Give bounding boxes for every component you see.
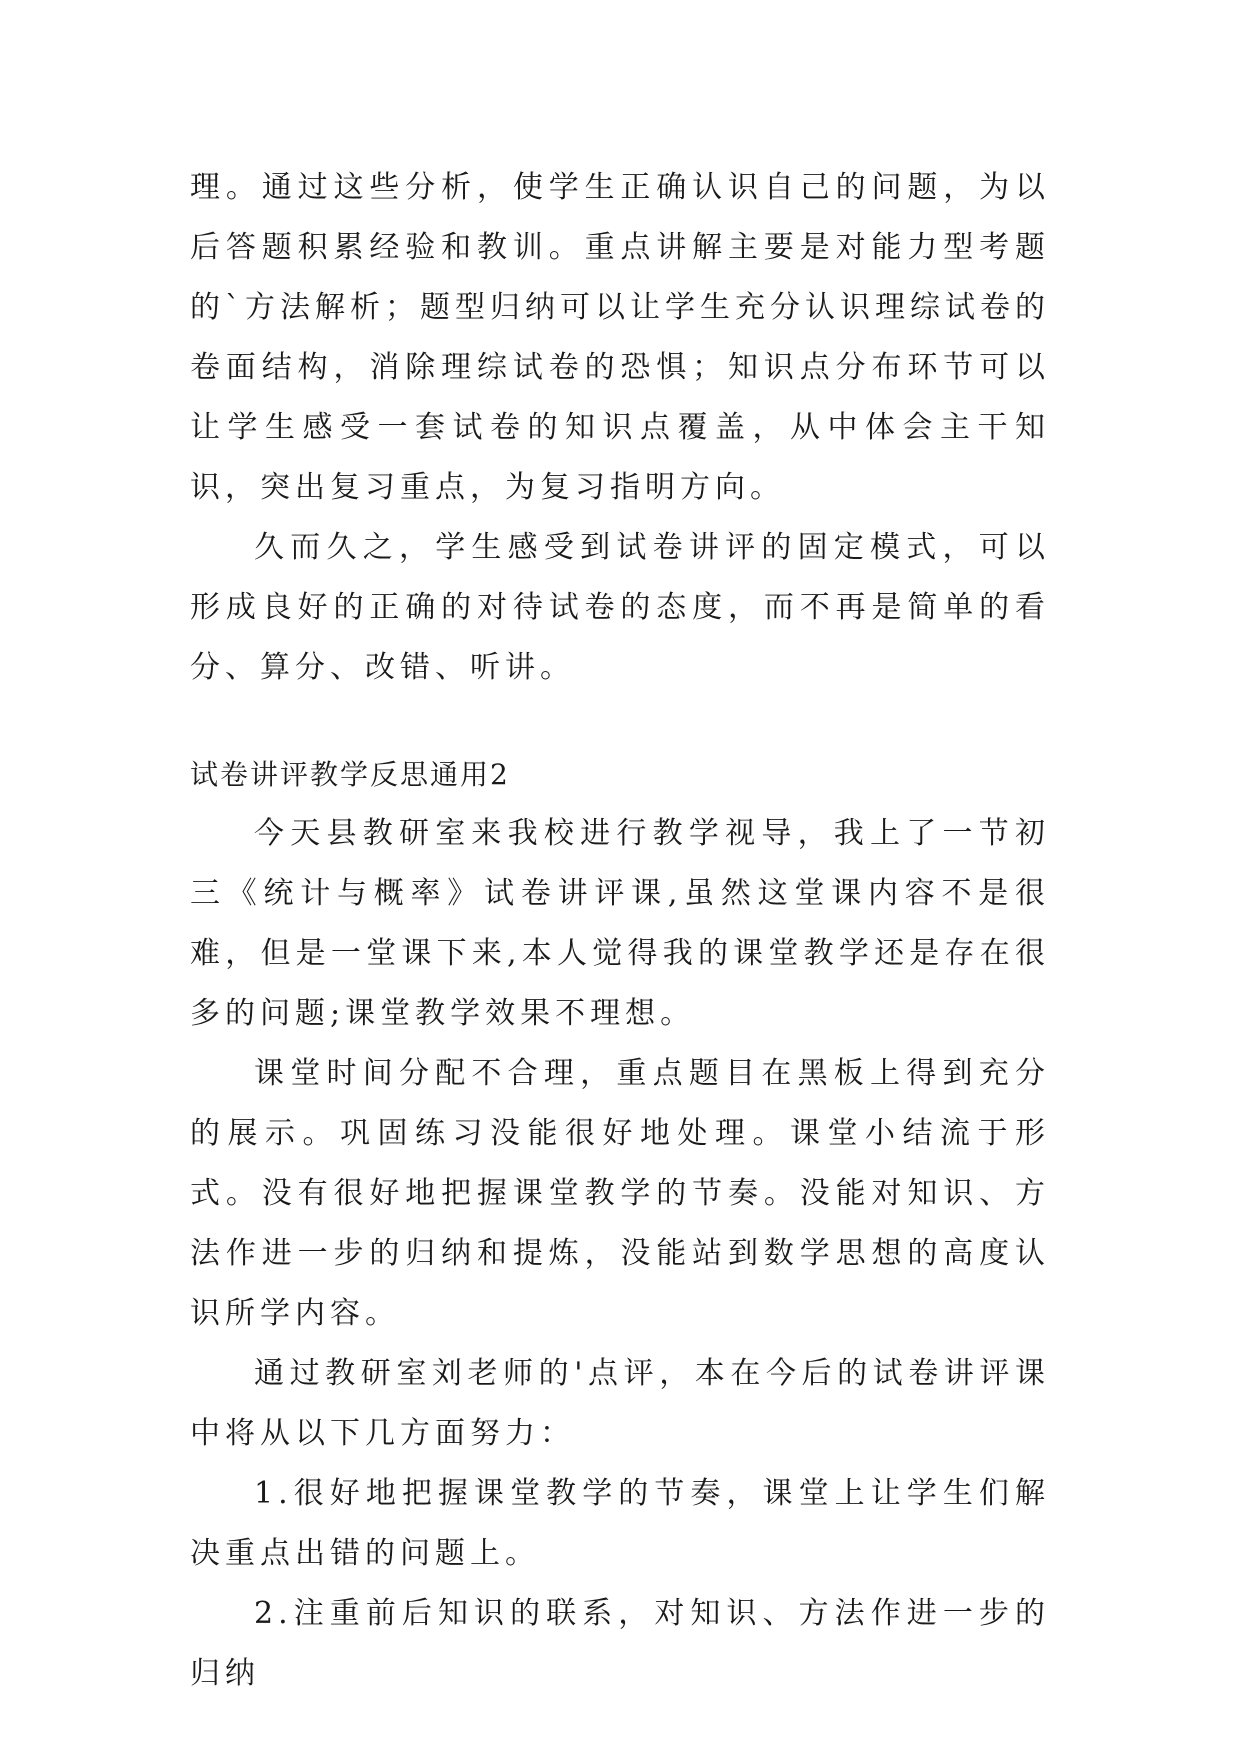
paragraph: 通过教研室刘老师的'点评，本在今后的试卷讲评课中将从以下几方面努力： xyxy=(190,1356,1050,1451)
section-title: 试卷讲评教学反思通用2 xyxy=(190,758,510,791)
document-body xyxy=(190,158,1050,1704)
paragraph: 久而久之，学生感受到试卷讲评的固定模式，可以形成良好的正确的对待试卷的态度，而不再是简单的看分、算分、改错、听讲。 xyxy=(190,530,1050,685)
paragraph: 课堂时间分配不合理，重点题目在黑板上得到充分的展示。巩固练习没能很好地处理。课堂小结流于形式。没有很好地把握课堂教学的节奏。没能对知识、方法作进一步的归纳和提炼，没能站到数学思想的高度认识所学内容。 xyxy=(190,1056,1050,1331)
paragraph: 今天县教研室来我校进行教学视导，我上了一节初三《统计与概率》试卷讲评课,虽然这堂课内容不是很难，但是一堂课下来,本人觉得我的课堂教学还是存在很多的问题;课堂教学效果不理想。 xyxy=(190,816,1050,1031)
paragraph-continued: 理。通过这些分析，使学生正确认识自己的问题，为以后答题积累经验和教训。重点讲解主要是对能力型考题的`方法解析；题型归纳可以让学生充分认识理综试卷的卷面结构，消除理综试卷的恐惧；知识点分布环节可以让学生感受一套试卷的知识点覆盖，从中体会主干知识，突出复习重点，为复习指明方向。 xyxy=(190,170,1050,505)
list-item: 2.注重前后知识的联系，对知识、方法作进一步的归纳 xyxy=(190,1596,1050,1691)
list-item: 1.很好地把握课堂教学的节奏，课堂上让学生们解决重点出错的问题上。 xyxy=(190,1476,1050,1571)
